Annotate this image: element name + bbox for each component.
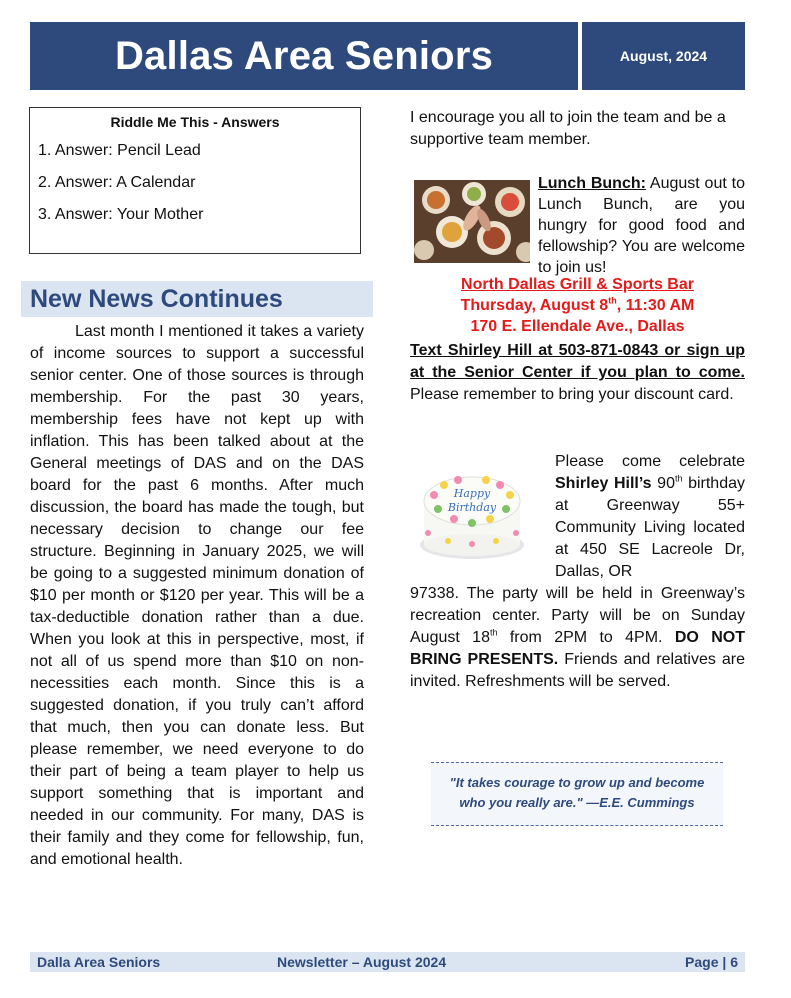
riddle-answers-box	[29, 107, 361, 254]
cake-text-birthday: Birthday	[447, 501, 497, 514]
birthday-announcement: Please come celebrate Shirley Hill’s 90th birthday at Greenway 55+ Community Living located at 450 SE Lacreole Dr, Dallas, OR	[555, 453, 746, 580]
quote-line-2: who you really are." —E.E. Cummings	[459, 795, 695, 810]
footer-page-number: Page | 6	[685, 954, 738, 970]
quote-box	[431, 762, 723, 826]
news-paragraph: Last month I mentioned it takes a variety of income sources to support a successful senior center. One of those sources is through membership. For the past 30 years, membership fees have not kept up with inflation. This has been talked about at the General meetings of DAS and on the DAS board for the past 6 months. After much discussion, the board has made the tough, but necessary decision to change our fee structure. Beginning in January 2025, we will be going to a suggested minimum donation of $10 per month or $120 per year. This will be a tax-deductible donation rather than a due. When you look at this in perspective, most, if not all of us spend more than $10 on non-necessities each month. Since this is a suggested donation, if you truly can’t afford that much, then you can donate less. But please remember, we need everyone to do their part of being a team player to help us support something that is important and needed in our community. For many, DAS is their family and they come for fellowship, fun, and emotional health.	[30, 323, 364, 868]
riddle-answer-2: 2. Answer: A Calendar	[38, 174, 196, 191]
riddle-answer-3: 3. Answer: Your Mother	[38, 206, 204, 223]
lunch-rsvp-instructions: Text Shirley Hill at 503-871-0843 or sign up at the Senior Center if you plan to come.	[410, 342, 745, 381]
lunch-bunch-text	[538, 173, 745, 278]
footer-org: Dalla Area Seniors	[37, 954, 161, 970]
page-footer	[30, 952, 745, 972]
section-heading-news: New News Continues	[21, 281, 373, 317]
birthday-cake-photo	[414, 459, 531, 566]
footer-newsletter: Newsletter – August 2024	[277, 954, 447, 970]
riddle-answer-1: 1. Answer: Pencil Lead	[38, 142, 201, 159]
lunch-reminder: Please remember to bring your discount card.	[410, 386, 734, 403]
lunch-address: 170 E. Ellendale Ave., Dallas	[470, 318, 685, 335]
lunch-bunch-description: August out to Lunch Bunch, are you hungry for good food and fellowship? You are welcome to join us!	[538, 175, 745, 276]
lunch-date: Thursday, August 8th, 11:30 AM	[460, 295, 695, 314]
lunch-rsvp-text	[410, 340, 745, 406]
quote-line-1: "It takes courage to grow up and become	[449, 775, 705, 790]
no-presents-notice: DO NOT BRING PRESENTS.	[410, 629, 746, 668]
team-intro-text: I encourage you all to join the team and be a supportive team member.	[410, 109, 726, 148]
riddle-title: Riddle Me This - Answers	[110, 114, 280, 130]
lunch-venue: North Dallas Grill & Sports Bar	[461, 276, 694, 293]
newsletter-title: Dallas Area Seniors	[30, 22, 578, 90]
lunch-bunch-label: Lunch Bunch:	[538, 175, 646, 192]
lunch-event-details	[410, 274, 745, 337]
birthday-details: 97338. The party will be held in Greenway’s recreation center. Party will be on Sunday August 18th from 2PM to 4PM. DO NOT BRING PRESENTS. Friends and relatives are invited. Refreshments will be served.	[410, 585, 746, 690]
cake-text-happy: Happy	[453, 487, 491, 500]
issue-date: August, 2024	[582, 22, 745, 90]
birthday-honoree: Shirley Hill’s	[555, 475, 652, 492]
lunch-food-photo	[414, 180, 530, 263]
news-article-body	[30, 321, 364, 871]
